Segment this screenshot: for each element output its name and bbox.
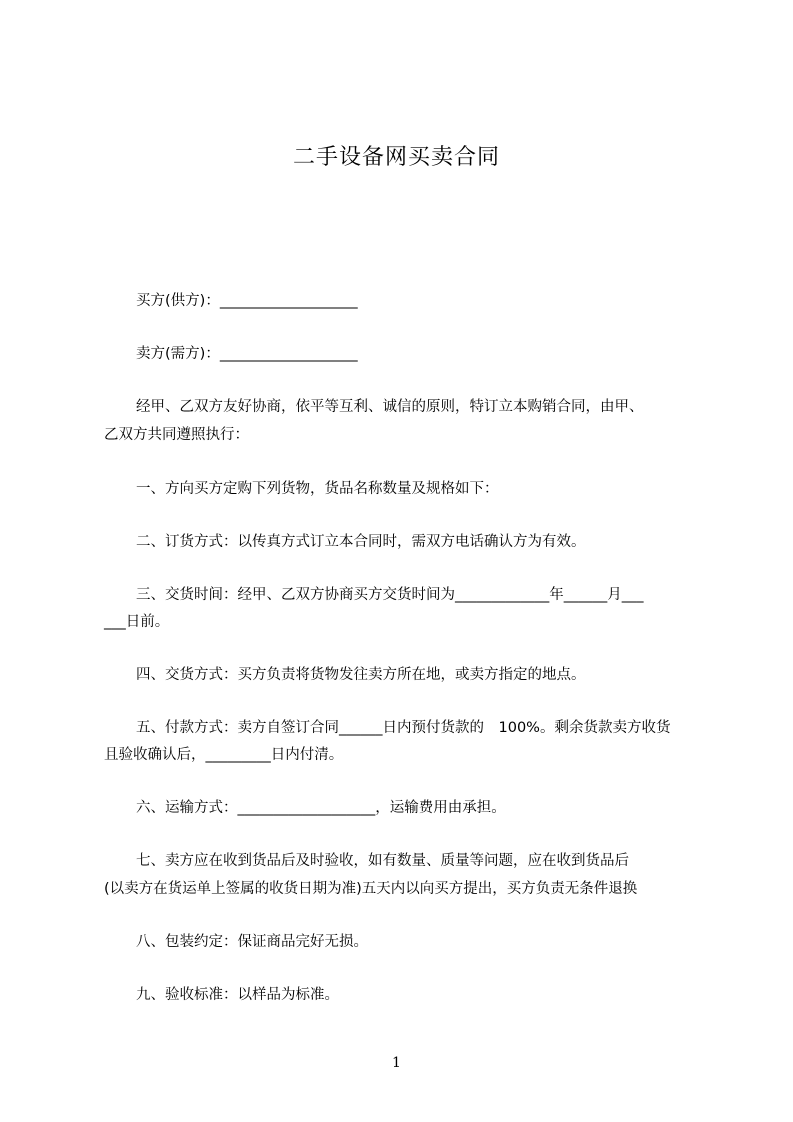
paragraph-line: (以卖方在货运单上签属的收货日期为准)五天内以向买方提出，买方负责无条件退换 <box>104 881 638 897</box>
paragraph-line: 经甲、乙双方友好协商，依平等互利、诚信的原则，特订立本购销合同，由甲、 <box>136 399 644 415</box>
clause-2: 二、订货方式：以传真方式订立本合同时，需双方电话确认方为有效。 <box>136 534 586 550</box>
page-number: 1 <box>392 1055 401 1071</box>
clause-8: 八、包装约定：保证商品完好无损。 <box>136 934 368 950</box>
document-title: 二手设备网买卖合同 <box>292 145 500 170</box>
clause-9: 九、验收标准：以样品为标准。 <box>136 987 339 1003</box>
paragraph-line: 乙双方共同遵照执行： <box>104 427 249 443</box>
buyer-line: 买方(供方)：___________________ <box>136 293 358 309</box>
paragraph-line: 七、卖方应在收到货品后及时验收，如有数量、质量等问题，应在收到货品后 <box>136 853 629 869</box>
paragraph-line: 且验收确认后，_________日内付清。 <box>104 747 344 763</box>
clause-4: 四、交货方式：买方负责将货物发往卖方所在地，或卖方指定的地点。 <box>136 667 586 683</box>
clause-6: 六、运输方式：___________________，运输费用由承担。 <box>136 800 506 816</box>
seller-line: 卖方(需方)：___________________ <box>136 346 358 362</box>
clause-1: 一、方向买方定购下列货物，货品名称数量及规格如下： <box>136 481 499 497</box>
paragraph-line: ___日前。 <box>104 614 170 630</box>
paragraph-line: 三、交货时间：经甲、乙双方协商买方交货时间为_____________年______月___ <box>136 587 644 603</box>
paragraph-line: 五、付款方式：卖方自签订合同______日内预付货款的 100%。剩余货款卖方收货 <box>136 720 671 736</box>
